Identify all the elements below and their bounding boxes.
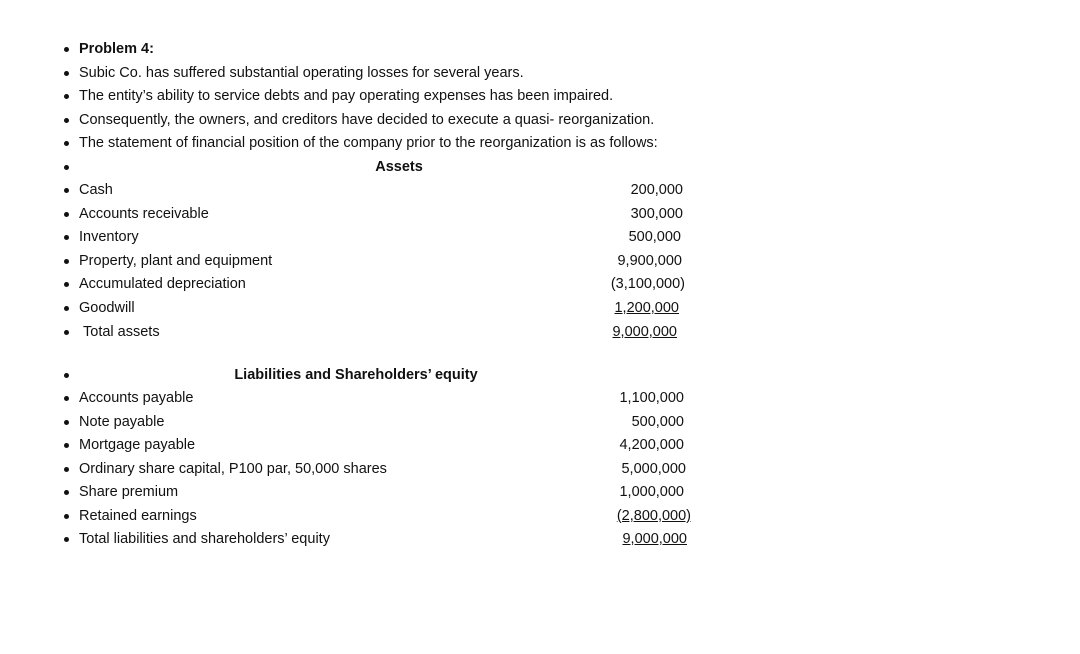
asset-label: Inventory (79, 229, 139, 245)
problem-title-line (62, 39, 702, 59)
asset-amount: 1,200,000 (614, 300, 679, 316)
bullet-icon (64, 306, 69, 311)
equity-row (62, 482, 684, 502)
intro-line (62, 133, 702, 153)
intro-text: The entity’s ability to service debts and pay operating expenses has been impaired. (79, 88, 614, 104)
asset-label: Goodwill (79, 300, 135, 316)
asset-row (62, 227, 681, 247)
intro-text: Subic Co. has suffered substantial operating losses for several years. (79, 65, 524, 81)
liability-amount: 500,000 (631, 414, 684, 430)
bullet-icon (64, 141, 69, 146)
asset-label: Accounts receivable (79, 206, 209, 222)
bullet-icon (64, 443, 69, 448)
assets-heading: Assets (375, 159, 423, 175)
liability-label: Mortgage payable (79, 437, 196, 453)
bullet-icon (64, 71, 69, 76)
asset-amount: (3,100,000) (610, 276, 685, 292)
asset-row (62, 274, 685, 294)
equity-label: Share premium (79, 484, 179, 500)
bullet-icon (64, 94, 69, 99)
asset-amount: 500,000 (628, 229, 681, 245)
asset-label: Property, plant and equipment (79, 253, 273, 269)
bullet-icon (64, 514, 69, 519)
bullet-icon (64, 537, 69, 542)
asset-amount: 200,000 (630, 182, 683, 198)
asset-row (62, 251, 682, 271)
equity-amount: 5,000,000 (621, 461, 686, 477)
bullet-icon (64, 212, 69, 217)
bullet-icon (64, 420, 69, 425)
bullet-icon (64, 282, 69, 287)
bullet-icon (64, 47, 69, 52)
bullet-icon (64, 235, 69, 240)
asset-label: Accumulated depreciation (79, 276, 246, 292)
liability-row (62, 412, 684, 432)
liabilities-total-label: Total liabilities and shareholders’ equity (79, 531, 330, 547)
liability-label: Accounts payable (79, 390, 194, 406)
equity-row (62, 506, 691, 526)
asset-row (62, 180, 683, 200)
equity-amount: (2,800,000) (616, 508, 691, 524)
intro-text: The statement of financial position of the company prior to the reorganization is as follows: (79, 135, 658, 151)
liabilities-total-amount: 9,000,000 (622, 531, 687, 547)
equity-label: Retained earnings (79, 508, 197, 524)
bullet-icon (64, 188, 69, 193)
liability-amount: 1,100,000 (619, 390, 684, 406)
asset-amount: 300,000 (630, 206, 683, 222)
asset-row (62, 204, 683, 224)
equity-row (62, 459, 686, 479)
bullet-icon (64, 373, 69, 378)
intro-line (62, 63, 702, 83)
assets-heading-line (62, 157, 702, 177)
intro-line (62, 86, 702, 106)
asset-total-row (62, 322, 677, 342)
liability-row (62, 388, 684, 408)
liabilities-heading: Liabilities and Shareholders’ equity (234, 367, 478, 383)
asset-total-amount: 9,000,000 (612, 324, 677, 340)
problem-title: Problem 4: (79, 41, 154, 57)
bullet-icon (64, 490, 69, 495)
liability-amount: 4,200,000 (619, 437, 684, 453)
bullet-icon (64, 165, 69, 170)
bullet-icon (64, 259, 69, 264)
asset-total-label: Total assets (83, 324, 160, 340)
liability-row (62, 435, 684, 455)
asset-amount: 9,900,000 (617, 253, 682, 269)
bullet-icon (64, 330, 69, 335)
bullet-icon (64, 467, 69, 472)
intro-text: Consequently, the owners, and creditors have decided to execute a quasi- reorganization. (79, 112, 655, 128)
asset-label: Cash (79, 182, 113, 198)
bullet-icon (64, 396, 69, 401)
equity-amount: 1,000,000 (619, 484, 684, 500)
liabilities-heading-line (62, 365, 702, 385)
asset-row (62, 298, 679, 318)
equity-label: Ordinary share capital, P100 par, 50,000 shares (79, 461, 387, 477)
liabilities-total-row (62, 529, 687, 549)
liability-label: Note payable (79, 414, 165, 430)
intro-line (62, 110, 702, 130)
bullet-icon (64, 118, 69, 123)
